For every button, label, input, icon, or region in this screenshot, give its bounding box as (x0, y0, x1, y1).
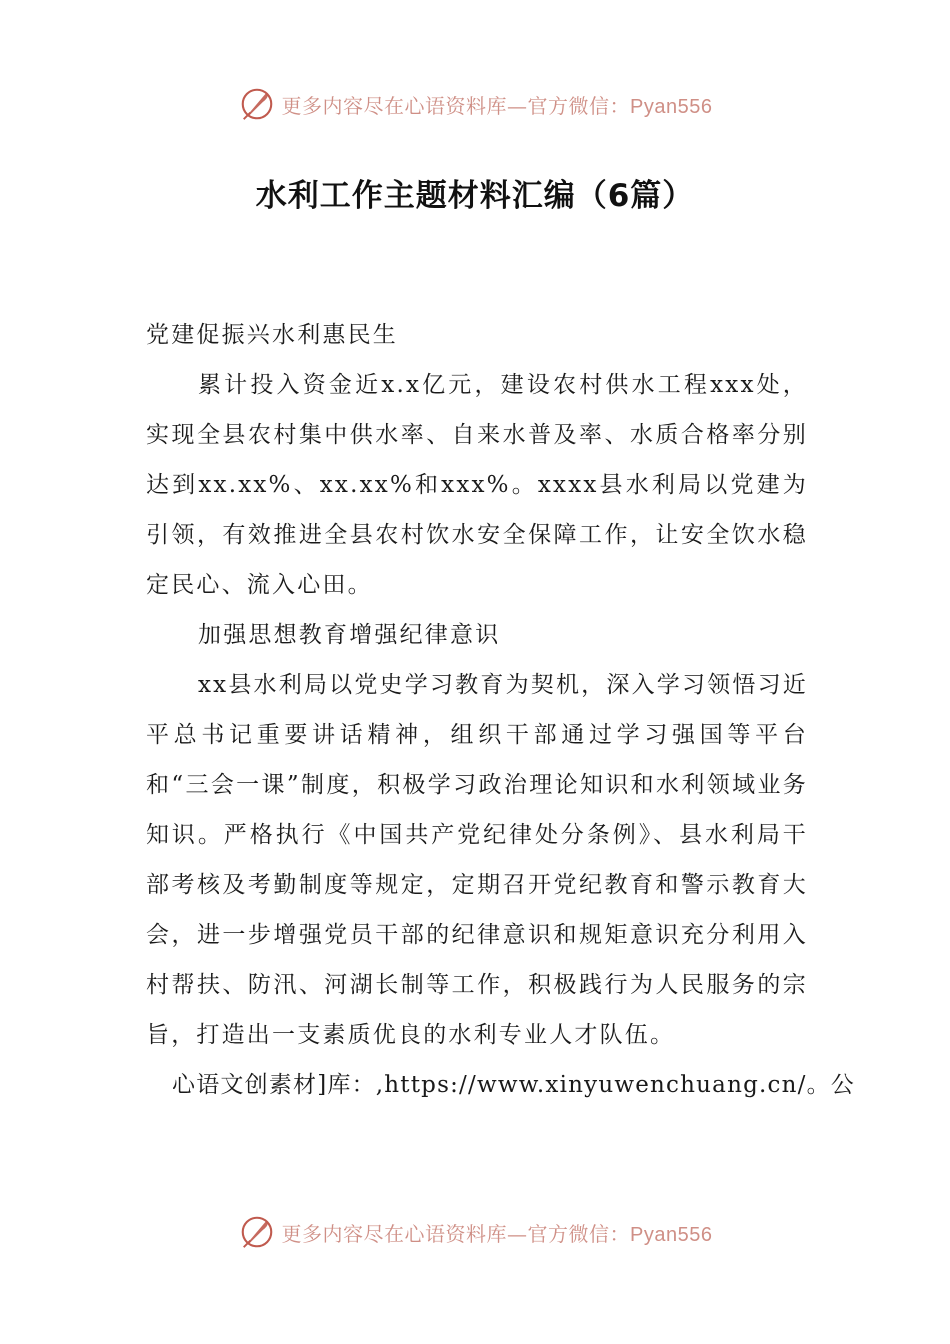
document-body (146, 310, 855, 1110)
wechat-id: Pyan556 (630, 1223, 713, 1246)
banner-text: 更多内容尽在心语资料库—官方微信：Pyan556 (281, 1221, 713, 1246)
paragraph: xx县水利局以党史学习教育为契机，深入学习领悟习近平总书记重要讲话精神，组织干部通过学习强国等平台和“三会一课”制度，积极学习政治理论知识和水利领域业务知识。严格执行《中国共产党纪律处分条例》、县水利局干部考核及考勤制度等规定，定期召开党纪教育和警示教育大会，进一步增强党员干部的纪律意识和规矩意识充分利用入村帮扶、防汛、河湖长制等工作，积极践行为人民服务的宗旨，打造出一支素质优良的水利专业人才队伍。 (146, 672, 808, 1048)
footer-banner (0, 1208, 950, 1256)
banner-text: 更多内容尽在心语资料库—官方微信：Pyan556 (281, 93, 713, 118)
quill-logo-icon (238, 85, 276, 123)
section-subheading: 加强思想教育增强纪律意识 (198, 622, 501, 648)
source-line: 心语文创素材]库：,https://www.xinyuwenchuang.cn/。公 (172, 1072, 855, 1098)
quill-logo-icon (238, 1213, 276, 1251)
paragraph: 累计投入资金近x.x亿元，建设农村供水工程xxx处，实现全县农村集中供水率、自来水普及率、水质合格率分别达到xx.xx%、xx.xx%和xxx%。xxxx县水利局以党建为引领，有效推进全县农村饮水安全保障工作，让安全饮水稳定民心、流入心田。 (146, 372, 808, 598)
section-heading: 党建促振兴水利惠民生 (146, 322, 398, 348)
page-title: 水利工作主题材料汇编（6篇） (255, 178, 695, 214)
header-banner (0, 80, 950, 128)
wechat-id: Pyan556 (630, 95, 713, 118)
